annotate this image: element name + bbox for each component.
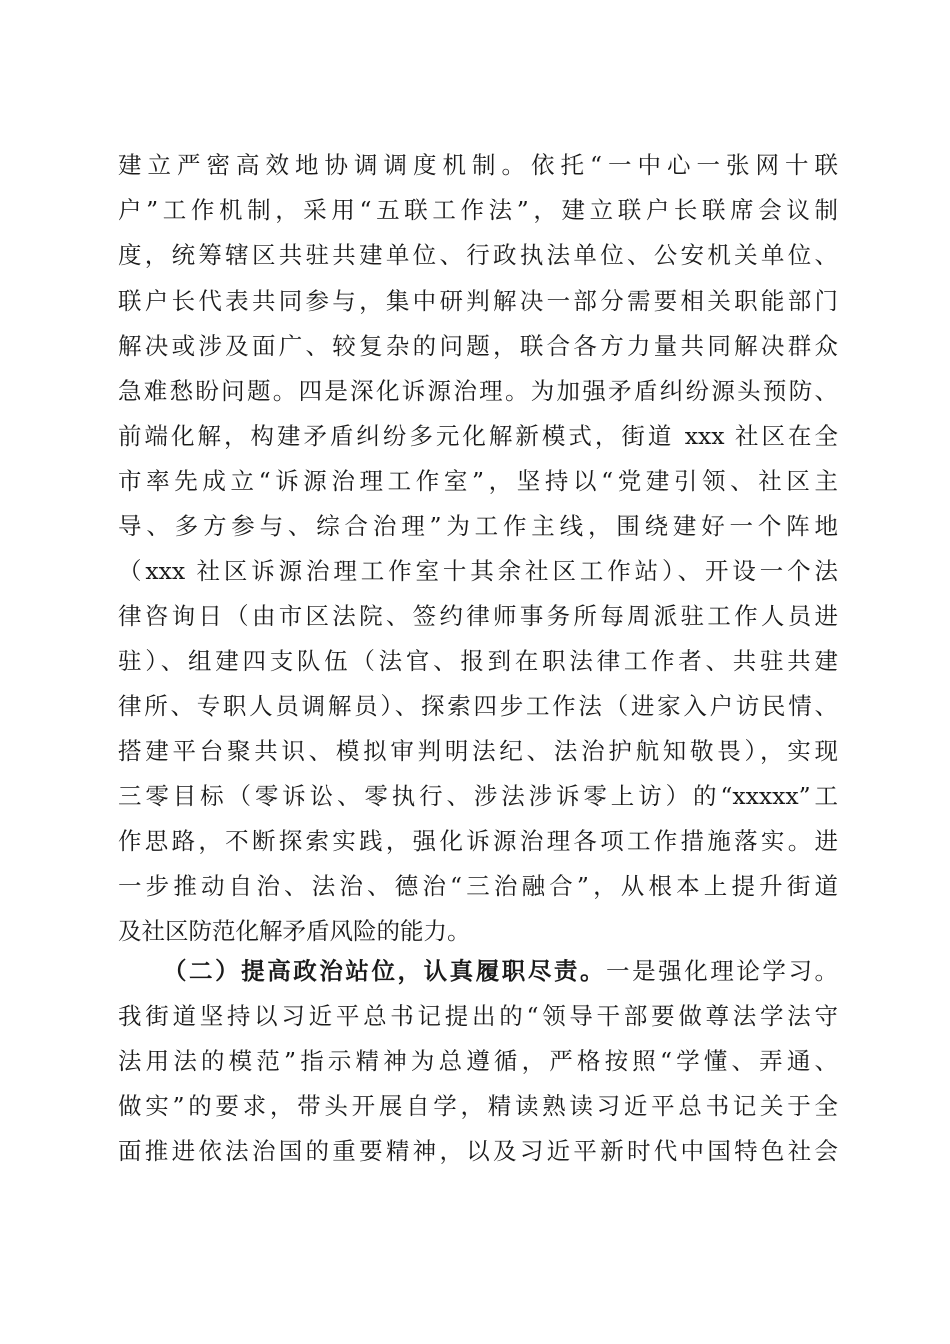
paragraph-2-line-2: 我街道坚持以习近平总书记提出的“领导干部要做尊法学法守 xyxy=(118,1002,838,1030)
paragraph-1-line-12: 驻）、组建四支队伍（法官、报到在职法律工作者、共驻共建 xyxy=(118,647,838,675)
paragraph-1-line-11: 律咨询日（由市区法院、签约律师事务所每周派驻工作人员进 xyxy=(118,602,838,630)
paragraph-1-line-7: 前端化解，构建矛盾纠纷多元化解新模式，街道 xxx 社区在全 xyxy=(118,422,838,450)
paragraph-1-line-8: 市率先成立“诉源治理工作室”，坚持以“党建引领、社区主 xyxy=(118,467,838,495)
paragraph-2-first-line xyxy=(163,951,838,991)
paragraph-1-line-5: 解决或涉及面广、较复杂的问题，联合各方力量共同解决群众 xyxy=(118,332,838,360)
paragraph-2-line-3: 法用法的模范”指示精神为总遵循，严格按照“学懂、弄通、 xyxy=(118,1047,838,1075)
paragraph-1-line-13: 律所、专职人员调解员）、探索四步工作法（进家入户访民情、 xyxy=(118,692,838,720)
paragraph-1-line-16: 作思路，不断探索实践，强化诉源治理各项工作措施落实。进 xyxy=(118,827,838,855)
paragraph-1-line-15: 三零目标（零诉讼、零执行、涉法涉诉零上访）的“xxxxx”工 xyxy=(118,782,838,810)
paragraph-1-line-14: 搭建平台聚共识、模拟审判明法纪、法治护航知敬畏），实现 xyxy=(118,737,838,765)
paragraph-1-line-6: 急难愁盼问题。四是深化诉源治理。为加强矛盾纠纷源头预防、 xyxy=(118,377,838,405)
paragraph-1-line-9: 导、多方参与、综合治理”为工作主线，围绕建好一个阵地 xyxy=(118,512,838,540)
paragraph-2-line-5: 面推进依法治国的重要精神，以及习近平新时代中国特色社会 xyxy=(118,1137,838,1165)
paragraph-1-line-4: 联户长代表共同参与，集中研判解决一部分需要相关职能部门 xyxy=(118,287,838,315)
paragraph-1-line-17: 一步推动自治、法治、德治“三治融合”，从根本上提升街道 xyxy=(118,872,838,900)
paragraph-1-line-18: 及社区防范化解矛盾风险的能力。 xyxy=(118,917,471,945)
paragraph-1-line-10: （xxx 社区诉源治理工作室十其余社区工作站）、开设一个法 xyxy=(118,557,838,585)
section-heading: （二）提高政治站位，认真履职尽责。 xyxy=(163,957,607,985)
section-first-line-text: 一是强化理论学习。 xyxy=(606,957,839,985)
paragraph-1-line-2: 户”工作机制，采用“五联工作法”，建立联户长联席会议制 xyxy=(118,196,838,224)
paragraph-2-line-4: 做实”的要求，带头开展自学，精读熟读习近平总书记关于全 xyxy=(118,1092,838,1120)
paragraph-1-line-3: 度，统筹辖区共驻共建单位、行政执法单位、公安机关单位、 xyxy=(118,241,838,269)
paragraph-1-line-1: 建立严密高效地协调调度机制。依托“一中心一张网十联 xyxy=(118,151,838,179)
